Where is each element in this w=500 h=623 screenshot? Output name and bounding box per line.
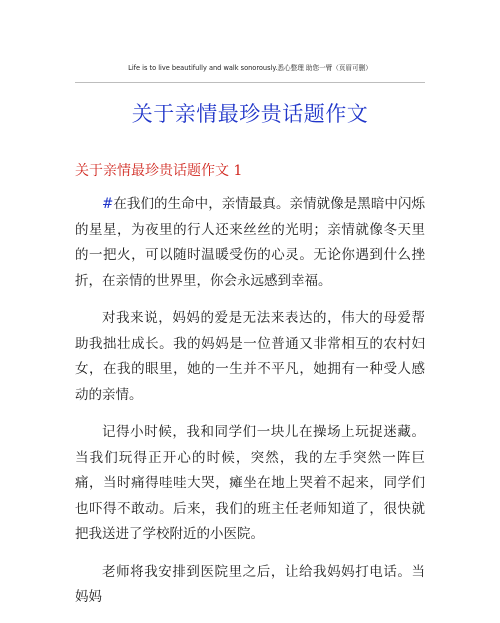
paragraph-2: 对我来说，妈妈的爱是无法来表达的，伟大的母爱帮助我拙壮成长。我的妈妈是一位普通又非常相互的农村妇女，在我的眼里，她的一生并不平凡，她拥有一种受人感动的亲情。 — [75, 310, 425, 403]
document-title: 关于亲情最珍贵话题作文 — [131, 102, 369, 126]
article-body — [75, 192, 425, 623]
paragraph-1 — [75, 192, 425, 294]
paragraph-4: 老师将我安排到医院里之后，让给我妈妈打电话。当妈妈 — [75, 563, 425, 605]
header-divider — [75, 82, 425, 83]
page-header: Life is to live beautifully and walk sonorously.悉心整理 助您一臂（页眉可删） — [128, 64, 372, 72]
section-heading: 关于亲情最珍贵话题作文 1 — [75, 163, 243, 179]
hash-marker: # — [102, 196, 114, 212]
paragraph-1-text: 在我们的生命中，亲情最真。亲情就像是黑暗中闪烁的星星，为夜里的行人还来丝丝的光明；亲情就像冬天里的一把火，可以随时温暖受伤的心灵。无论你遇到什么挫折，在亲情的世界里，你会永远感到幸福。 — [75, 196, 425, 289]
paragraph-3: 记得小时候，我和同学们一块儿在操场上玩捉迷藏。当我们玩得正开心的时候，突然，我的左手突然一阵巨痛，当时痛得哇哇大哭，瘫坐在地上哭着不起来，同学们也吓得不敢动。后来，我们的班主任老师知道了，很快就把我送进了学校附近的小医院。 — [75, 424, 425, 542]
